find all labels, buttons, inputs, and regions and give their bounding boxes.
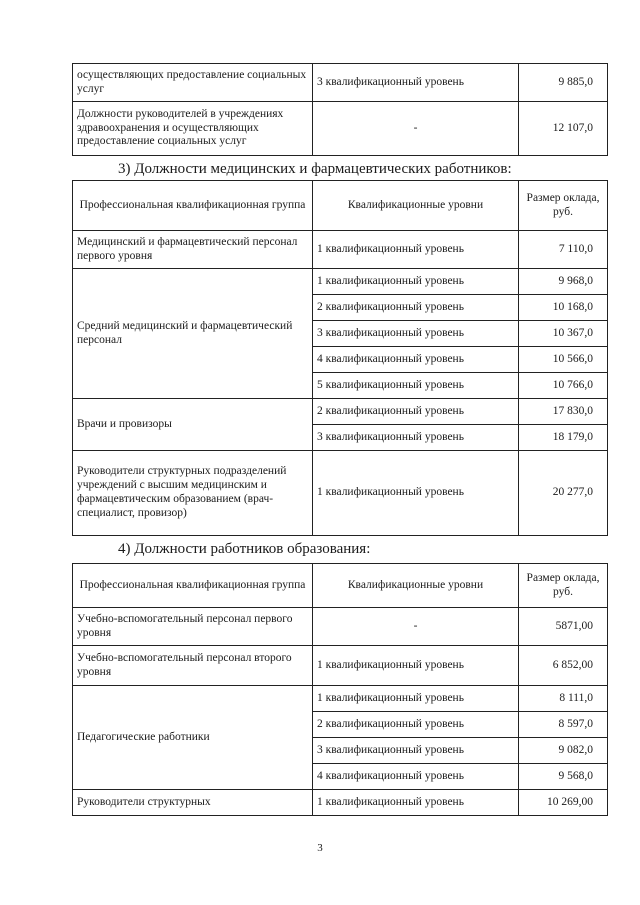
salary-cell: 12 107,0: [519, 102, 608, 156]
group-cell: Средний медицинский и фармацевтический персонал: [73, 269, 313, 399]
section-4-heading: 4) Должности работников образования:: [118, 541, 371, 557]
group-cell: Педагогические работники: [73, 686, 313, 790]
table-row: [73, 102, 608, 156]
salary-cell: 8 597,0: [519, 712, 608, 738]
level-cell: 2 квалификационный уровень: [313, 295, 519, 321]
group-cell: Руководители структурных: [73, 790, 313, 816]
level-cell: 4 квалификационный уровень: [313, 764, 519, 790]
level-cell: 3 квалификационный уровень: [313, 321, 519, 347]
level-cell: 1 квалификационный уровень: [313, 451, 519, 536]
salary-table-social: [72, 63, 608, 156]
salary-cell: 8 111,0: [519, 686, 608, 712]
group-cell: Учебно-вспомогательный персонал второго уровня: [73, 646, 313, 686]
salary-cell: 9 568,0: [519, 764, 608, 790]
salary-cell: 17 830,0: [519, 399, 608, 425]
section-3-heading: 3) Должности медицинских и фармацевтических работников:: [118, 161, 512, 177]
table-row: [73, 399, 608, 425]
level-cell: 1 квалификационный уровень: [313, 686, 519, 712]
page-number: 3: [317, 842, 323, 854]
level-cell: 2 квалификационный уровень: [313, 399, 519, 425]
level-cell: 1 квалификационный уровень: [313, 269, 519, 295]
salary-cell: 18 179,0: [519, 425, 608, 451]
header-group: Профессиональная квалификационная группа: [73, 181, 313, 231]
table-row: [73, 686, 608, 712]
group-cell: Руководители структурных подразделений учреждений с высшим медицинским и фармацевтическим образованием (врач-специалист, провизор): [73, 451, 313, 536]
level-cell: 1 квалификационный уровень: [313, 646, 519, 686]
level-cell: 5 квалификационный уровень: [313, 373, 519, 399]
header-salary: Размер оклада, руб.: [519, 564, 608, 608]
salary-cell: 10 367,0: [519, 321, 608, 347]
header-levels: Квалификационные уровни: [313, 564, 519, 608]
table-row: [73, 790, 608, 816]
salary-cell: 10 168,0: [519, 295, 608, 321]
level-cell: 1 квалификационный уровень: [313, 790, 519, 816]
table-row: [73, 231, 608, 269]
level-cell: -: [313, 102, 519, 156]
table-header-row: [73, 181, 608, 231]
level-cell: 2 квалификационный уровень: [313, 712, 519, 738]
salary-cell: 9 885,0: [519, 64, 608, 102]
header-levels: Квалификационные уровни: [313, 181, 519, 231]
salary-cell: 10 766,0: [519, 373, 608, 399]
group-cell: Врачи и провизоры: [73, 399, 313, 451]
salary-cell: 10 566,0: [519, 347, 608, 373]
group-cell: Учебно-вспомогательный персонал первого уровня: [73, 608, 313, 646]
level-cell: 3 квалификационный уровень: [313, 738, 519, 764]
salary-cell: 5871,00: [519, 608, 608, 646]
level-cell: 1 квалификационный уровень: [313, 231, 519, 269]
salary-table-education: [72, 563, 608, 816]
salary-cell: 9 968,0: [519, 269, 608, 295]
salary-cell: 6 852,00: [519, 646, 608, 686]
group-cell: осуществляющих предоставление социальных услуг: [73, 64, 313, 102]
table-header-row: [73, 564, 608, 608]
group-cell: Должности руководителей в учреждениях здравоохранения и осуществляющих предоставление социальных услуг: [73, 102, 313, 156]
level-cell: 4 квалификационный уровень: [313, 347, 519, 373]
table-row: [73, 646, 608, 686]
group-cell: Медицинский и фармацевтический персонал первого уровня: [73, 231, 313, 269]
table-row: [73, 269, 608, 295]
header-salary: Размер оклада, руб.: [519, 181, 608, 231]
level-cell: 3 квалификационный уровень: [313, 425, 519, 451]
salary-cell: 20 277,0: [519, 451, 608, 536]
table-row: [73, 64, 608, 102]
salary-table-medical: [72, 180, 608, 536]
salary-cell: 7 110,0: [519, 231, 608, 269]
level-cell: 3 квалификационный уровень: [313, 64, 519, 102]
table-row: [73, 608, 608, 646]
salary-cell: 10 269,00: [519, 790, 608, 816]
salary-cell: 9 082,0: [519, 738, 608, 764]
header-group: Профессиональная квалификационная группа: [73, 564, 313, 608]
level-cell: -: [313, 608, 519, 646]
table-row: [73, 451, 608, 536]
